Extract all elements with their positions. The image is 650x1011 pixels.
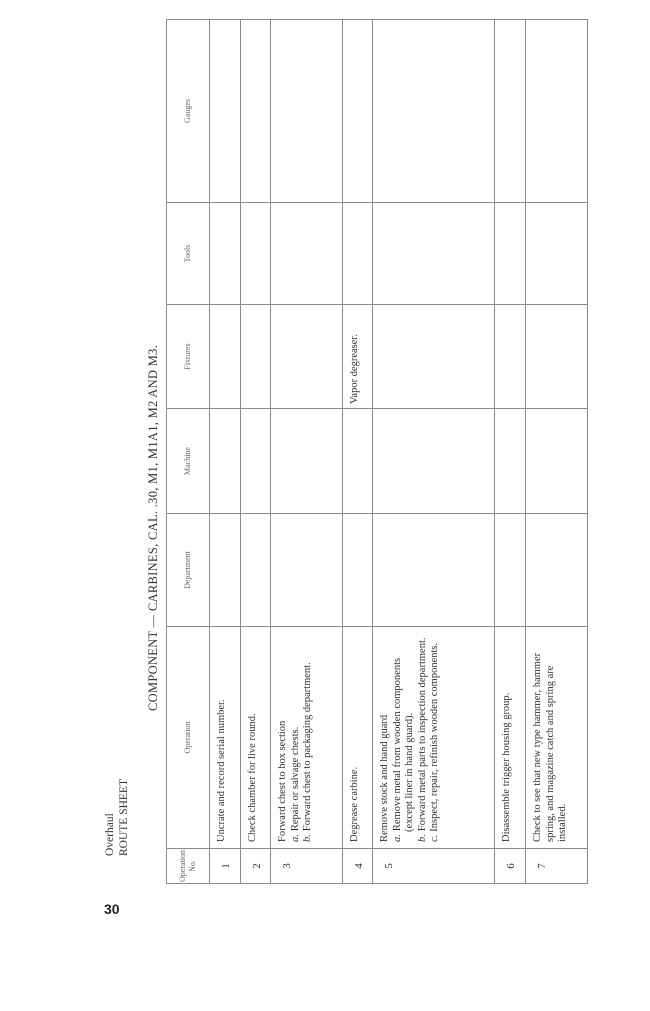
header-overhaul: Overhaul: [104, 813, 116, 856]
machine-cell: [373, 409, 495, 514]
gauges-cell: [210, 20, 241, 203]
operation-cell: [373, 627, 495, 849]
col-op-no: [167, 849, 210, 884]
table-row: [241, 20, 271, 884]
col-machine: Machine: [167, 409, 210, 514]
op-number: 3: [271, 849, 343, 884]
machine-cell: [271, 409, 343, 514]
sub-step-text: Repair or salvage chests.: [289, 726, 301, 832]
table-row: [343, 20, 373, 884]
fixtures-cell: [495, 305, 526, 409]
operation-text: Check to see that new type hammer, hammer spring, and magazine catch and spring are installed.: [532, 652, 568, 842]
fixtures-cell: [241, 305, 271, 409]
header-row: [167, 20, 210, 884]
col-op-no-line2: No.: [188, 860, 197, 872]
gauges-cell: [241, 20, 271, 203]
gauges-cell: [526, 20, 588, 203]
operation-cell: [526, 627, 588, 849]
sub-step: [302, 632, 315, 842]
operation-cell: [495, 627, 526, 849]
department-cell: [373, 514, 495, 627]
operation-text: Forward chest to box section: [277, 720, 288, 842]
machine-cell: [210, 409, 241, 514]
table-row: [495, 20, 526, 884]
sub-step-letter: b.: [416, 834, 428, 842]
operation-text: Uncrate and record serial number.: [216, 699, 227, 842]
tools-cell: [526, 203, 588, 305]
sub-step-letter: a.: [289, 834, 301, 842]
sub-step-text: Remove metal from wooden components (except liner in hand guard).: [391, 657, 415, 832]
header-block: [103, 779, 131, 856]
sub-step: [417, 632, 430, 842]
col-operation: Operation: [167, 627, 210, 849]
sub-step-text: Forward chest to packaging department.: [302, 662, 313, 832]
sub-step: [429, 632, 442, 842]
sub-step-letter: c.: [429, 834, 440, 842]
machine-cell: [495, 409, 526, 514]
machine-cell: [241, 409, 271, 514]
sub-step-letter: b.: [302, 834, 313, 842]
tools-cell: [210, 203, 241, 305]
operation-cell: [343, 627, 373, 849]
table-row: [210, 20, 241, 884]
col-op-no-line1: Operation: [178, 850, 187, 882]
operation-text: Check chamber for live round.: [247, 713, 258, 842]
fixtures-cell: [210, 305, 241, 409]
operation-text: Degrease carbine.: [349, 766, 360, 842]
department-cell: [271, 514, 343, 627]
op-number: 5: [373, 849, 495, 884]
document-title: COMPONENT — CARBINES, CAL. .30, M1, M1A1, M2 AND M3.: [146, 344, 160, 711]
tools-cell: [373, 203, 495, 305]
operation-text: Disassemble trigger housing group.: [501, 692, 512, 842]
page-number: 30: [104, 901, 120, 917]
col-tools: Tools: [167, 203, 210, 305]
table-row: [373, 20, 495, 884]
department-cell: [241, 514, 271, 627]
table-row: [526, 20, 588, 884]
department-cell: [526, 514, 588, 627]
machine-cell: [526, 409, 588, 514]
operation-cell: [271, 627, 343, 849]
department-cell: [495, 514, 526, 627]
col-gauges: Gauges: [167, 20, 210, 203]
op-number: 7: [526, 849, 588, 884]
op-number: 2: [241, 849, 271, 884]
sub-step: [290, 632, 303, 842]
tools-cell: [495, 203, 526, 305]
sub-step: [392, 632, 417, 842]
route-table: [166, 19, 588, 884]
fixtures-cell: [526, 305, 588, 409]
table-row: [271, 20, 343, 884]
fixtures-cell: Vapor degreaser.: [343, 305, 373, 409]
operation-cell: [241, 627, 271, 849]
col-fixtures: Fixtures: [167, 305, 210, 409]
operation-cell: [210, 627, 241, 849]
tools-cell: [271, 203, 343, 305]
fixtures-cell: [271, 305, 343, 409]
gauges-cell: [373, 20, 495, 203]
tools-cell: [343, 203, 373, 305]
sub-step-text: Inspect, repair, refinish wooden components.: [429, 642, 440, 832]
tools-cell: [241, 203, 271, 305]
department-cell: [343, 514, 373, 627]
machine-cell: [343, 409, 373, 514]
header-route-sheet: ROUTE SHEET: [118, 779, 130, 856]
col-department: Department: [167, 514, 210, 627]
operation-text: Remove stock and hand guard: [379, 714, 390, 842]
fixtures-cell: [373, 305, 495, 409]
gauges-cell: [343, 20, 373, 203]
department-cell: [210, 514, 241, 627]
op-number: 1: [210, 849, 241, 884]
gauges-cell: [271, 20, 343, 203]
op-number: 4: [343, 849, 373, 884]
sub-step-text: Forward metal parts to inspection department.: [416, 637, 428, 832]
sub-step-letter: a.: [391, 834, 403, 842]
gauges-cell: [495, 20, 526, 203]
op-number: 6: [495, 849, 526, 884]
